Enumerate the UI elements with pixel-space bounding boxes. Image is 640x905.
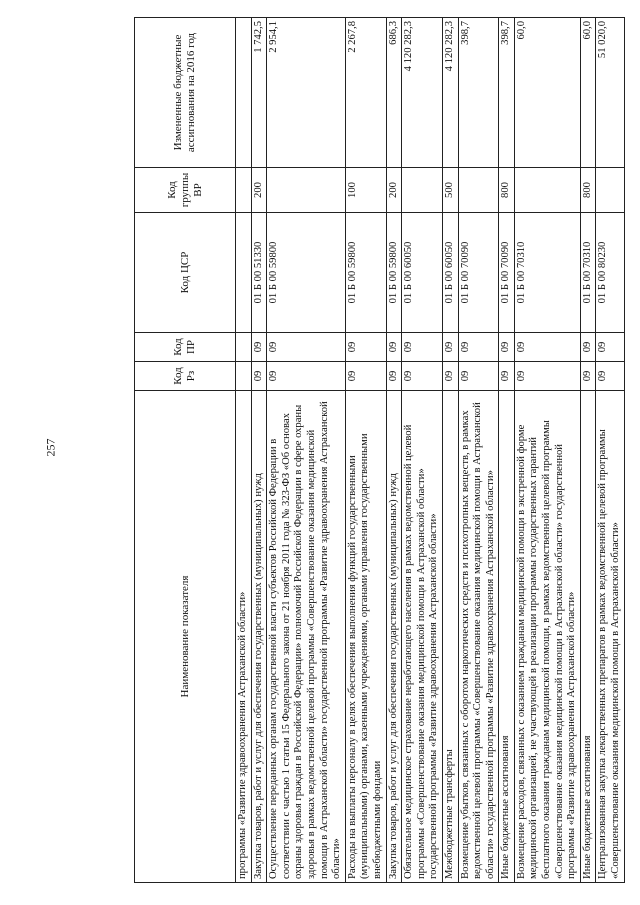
cell-name: Обязательное медицинское страхование неработающего населения в рамках ведомственной целевой программы «Совершенствование оказания медицинской помощи в Астраханской области» государственной программы «Развитие здравоохранения Астраханской области» xyxy=(402,391,443,883)
cell-amount: 1 742,5 xyxy=(251,18,267,168)
cell-vr: 800 xyxy=(499,168,515,213)
budget-table xyxy=(134,17,625,883)
header-pr: Код ПР xyxy=(135,333,236,362)
budget-table-page xyxy=(134,18,622,883)
cell-amount: 60,0 xyxy=(580,18,596,168)
cell-amount: 398,7 xyxy=(458,18,499,168)
cell-vr xyxy=(514,168,580,213)
cell-vr xyxy=(596,168,624,213)
table-row xyxy=(514,18,580,883)
table-header-row xyxy=(135,18,236,883)
cell-csr: 01 Б 00 70090 xyxy=(499,213,515,333)
cell-vr: 200 xyxy=(386,168,402,213)
cell-amount: 398,7 xyxy=(499,18,515,168)
cell-rz: 09 xyxy=(402,362,443,391)
table-row xyxy=(458,18,499,883)
table-row xyxy=(267,18,346,883)
table-row xyxy=(236,18,252,883)
cell-vr xyxy=(402,168,443,213)
cell-vr: 200 xyxy=(251,168,267,213)
cell-csr: 01 Б 00 51330 xyxy=(251,213,267,333)
cell-name: Осуществление переданных органам государственной власти субъектов Российской Федерации в соответствии с частью 1 статьи 15 Федерального закона от 21 ноября 2011 года № 323-ФЗ «Об основах охраны здоровья граждан в Российской Федерации» полномочий Российской Федерации в сфере охраны здоровья в рамках ведомственной целевой программы «Совершенствование оказания медицинской помощи в Астраханской области» государственной программы «Развитие здравоохранения Астраханской области» xyxy=(267,391,346,883)
cell-pr: 09 xyxy=(499,333,515,362)
cell-pr: 09 xyxy=(402,333,443,362)
cell-vr: 100 xyxy=(345,168,386,213)
cell-rz: 09 xyxy=(458,362,499,391)
cell-csr: 01 Б 00 59800 xyxy=(267,213,346,333)
table-row xyxy=(386,18,402,883)
cell-pr: 09 xyxy=(580,333,596,362)
cell-name: программы «Развитие здравоохранения Астраханской области» xyxy=(236,391,252,883)
table-row xyxy=(345,18,386,883)
header-amount: Измененные бюджетные ассигнования на 2016 год xyxy=(135,18,236,168)
cell-rz: 09 xyxy=(251,362,267,391)
cell-rz xyxy=(236,362,252,391)
cell-csr: 01 Б 00 60050 xyxy=(442,213,458,333)
cell-vr xyxy=(236,168,252,213)
cell-amount: 686,3 xyxy=(386,18,402,168)
header-vr: Код группы ВР xyxy=(135,168,236,213)
cell-pr: 09 xyxy=(345,333,386,362)
cell-rz: 09 xyxy=(514,362,580,391)
cell-csr: 01 Б 00 70310 xyxy=(514,213,580,333)
cell-csr xyxy=(236,213,252,333)
cell-pr: 09 xyxy=(458,333,499,362)
cell-rz: 09 xyxy=(499,362,515,391)
header-csr: Код ЦСР xyxy=(135,213,236,333)
table-row xyxy=(499,18,515,883)
cell-amount: 51 020,0 xyxy=(596,18,624,168)
page-number: 257 xyxy=(43,438,58,457)
cell-name: Расходы на выплаты персоналу в целях обеспечения выполнения функций государственными (муниципальными) органами, казенными учреждениями, органами управления государственными внебюджетными фондами xyxy=(345,391,386,883)
cell-name: Иные бюджетные ассигнования xyxy=(580,391,596,883)
header-name: Наименование показателя xyxy=(135,391,236,883)
cell-vr: 500 xyxy=(442,168,458,213)
cell-rz: 09 xyxy=(580,362,596,391)
cell-csr: 01 Б 00 70090 xyxy=(458,213,499,333)
cell-vr xyxy=(458,168,499,213)
cell-amount: 4 120 282,3 xyxy=(442,18,458,168)
cell-name: Иные бюджетные ассигнования xyxy=(499,391,515,883)
cell-name: Возмещение расходов, связанных с оказанием гражданам медицинской помощи в экстренной форме медицинской организацией, не участвующей в реализации программы государственных гарантий бесплатного оказания гражданам медицинской помощи, в рамках ведомственной целевой программы «Совершенствование оказания медицинской помощи в Астраханской области» государственной программы «Развитие здравоохранения Астраханской области» xyxy=(514,391,580,883)
cell-csr: 01 Б 00 59800 xyxy=(345,213,386,333)
cell-rz: 09 xyxy=(596,362,624,391)
cell-rz: 09 xyxy=(386,362,402,391)
cell-name: Закупка товаров, работ и услуг для обеспечения государственных (муниципальных) нужд xyxy=(251,391,267,883)
cell-amount: 60,0 xyxy=(514,18,580,168)
cell-pr: 09 xyxy=(596,333,624,362)
cell-pr: 09 xyxy=(442,333,458,362)
cell-csr: 01 Б 00 70310 xyxy=(580,213,596,333)
cell-csr: 01 Б 00 60050 xyxy=(402,213,443,333)
cell-pr: 09 xyxy=(267,333,346,362)
cell-pr xyxy=(236,333,252,362)
cell-amount: 2 954,1 xyxy=(267,18,346,168)
cell-amount: 2 267,8 xyxy=(345,18,386,168)
table-row xyxy=(442,18,458,883)
header-rz: Код Рз xyxy=(135,362,236,391)
cell-amount xyxy=(236,18,252,168)
cell-csr: 01 Б 00 59800 xyxy=(386,213,402,333)
table-row xyxy=(402,18,443,883)
cell-pr: 09 xyxy=(386,333,402,362)
cell-amount: 4 120 282,3 xyxy=(402,18,443,168)
cell-vr: 800 xyxy=(580,168,596,213)
cell-name: Возмещение убытков, связанных с оборотом наркотических средств и психотропных веществ, в рамках ведомственной целевой программы «Совершенствование оказания медицинской помощи в Астраханской области» государственной программы «Развитие здравоохранения Астраханской области» xyxy=(458,391,499,883)
table-row xyxy=(596,18,624,883)
cell-csr: 01 Б 00 80230 xyxy=(596,213,624,333)
cell-rz: 09 xyxy=(345,362,386,391)
table-row xyxy=(580,18,596,883)
cell-pr: 09 xyxy=(514,333,580,362)
table-row xyxy=(251,18,267,883)
cell-vr xyxy=(267,168,346,213)
cell-name: Централизованная закупка лекарственных препаратов в рамках ведомственной целевой программы «Совершенствование оказания медицинской помощи в Астраханской области» xyxy=(596,391,624,883)
cell-rz: 09 xyxy=(267,362,346,391)
cell-name: Межбюджетные трансферты xyxy=(442,391,458,883)
cell-pr: 09 xyxy=(251,333,267,362)
cell-name: Закупка товаров, работ и услуг для обеспечения государственных (муниципальных) нужд xyxy=(386,391,402,883)
cell-rz: 09 xyxy=(442,362,458,391)
